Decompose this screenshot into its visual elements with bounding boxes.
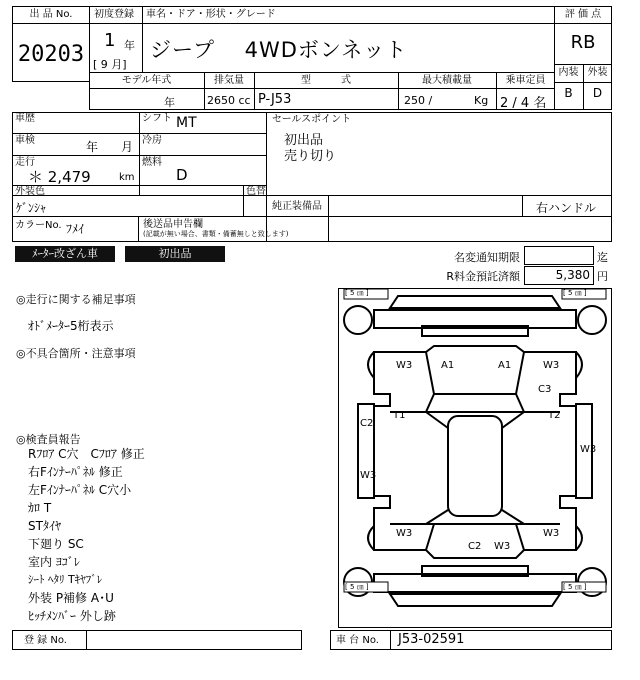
damage-mark: W3 — [543, 528, 560, 539]
genuine-label: 純正装備品 — [272, 201, 322, 212]
mileage-value: ＊ 2,479 — [28, 168, 91, 186]
max-load-label: 最大積載量 — [422, 75, 472, 86]
inspector-item: ﾋｯﾁﾒﾝﾊﾞｰ 外し跡 — [28, 609, 116, 623]
damage-mark: C2 — [360, 418, 374, 429]
grade-value: RB — [570, 32, 596, 53]
exterior-label: 外装 — [587, 67, 608, 78]
inspector-title: ◎検査員報告 — [16, 433, 81, 446]
inspector-item: 右Fｲﾝﾅｰﾊﾟﾈﾙ 修正 — [28, 465, 123, 479]
inspector-item: 室内 ﾖｺﾞﾚ — [28, 555, 80, 569]
inspection-label: 車検 — [15, 135, 35, 146]
displacement-label: 排気量 — [214, 75, 244, 86]
damage-mark: T2 — [548, 410, 561, 421]
first-listing-tag: 初出品 — [125, 246, 225, 262]
handle-value: 右ハンドル — [536, 201, 597, 215]
name-change-unit: 迄 — [597, 251, 608, 264]
meter-tampered-tag: ﾒｰﾀｰ改ざん車 — [15, 246, 115, 262]
damage-mark: A1 — [441, 360, 455, 371]
fuel-value: D — [176, 166, 188, 184]
inspector-item: ｶﾛ T — [28, 501, 52, 515]
damage-mark: C2 — [468, 541, 482, 552]
name-change-label: 名変通知期限 — [454, 251, 520, 264]
capacity: 2 / 4 名 — [500, 96, 547, 111]
first-reg-year-unit: 年 — [124, 39, 135, 52]
repaint-label: 色替 — [246, 186, 266, 197]
damage-mark: W3 — [580, 444, 597, 455]
chassis-label: 車 台 No. — [336, 635, 379, 646]
history-label: 車歴 — [15, 113, 35, 124]
running-item-1: ｵﾄﾞﾒｰﾀｰ5桁表示 — [28, 319, 114, 333]
after-label: 後送品申告欄 — [143, 219, 203, 230]
max-load-unit: Kg — [474, 94, 489, 107]
type-value: P-J53 — [258, 92, 292, 107]
reg-no-label: 登 録 No. — [24, 635, 67, 646]
recycle-amount: 5,380 — [555, 268, 590, 282]
max-load: 250 / — [404, 94, 433, 107]
fuel-label: 燃料 — [142, 157, 162, 168]
inspection-year: 年 — [86, 140, 99, 154]
shift-label: シフト — [142, 113, 172, 124]
color-no-value: ﾌﾒｲ — [66, 222, 85, 236]
mileage-unit: km — [119, 172, 135, 183]
model-year-label: モデル年式 — [121, 75, 172, 86]
damage-mark: C3 — [538, 384, 552, 395]
capacity-label: 乗車定員 — [505, 75, 546, 86]
badge-bottom-left: [ 5 ㎝ ] — [345, 583, 369, 591]
interior-grade: B — [564, 86, 573, 100]
inspector-item: ｼｰﾄ ﾍﾀﾘ Tｷﾔﾌﾞﾚ — [28, 573, 103, 586]
damage-mark: W3 — [543, 360, 560, 371]
mileage-label: 走行 — [15, 157, 35, 168]
sales-point-label: セールスポイント — [272, 114, 352, 125]
type-label: 型 式 — [301, 75, 351, 86]
grade-label: 評 価 点 — [564, 9, 602, 20]
badge-top-left: [ 5 ㎝ ] — [345, 289, 369, 297]
sales-point-2: 売り切り — [284, 149, 337, 164]
defect-title: ◎不具合箇所・注意事項 — [16, 347, 136, 360]
displacement: 2650 cc — [207, 94, 251, 107]
damage-mark: W3 — [396, 360, 413, 371]
inspector-item: 外装 P補修 A･U — [28, 591, 114, 605]
ext-color-label: 外装色 — [15, 186, 45, 197]
inspection-month: 月 — [121, 140, 134, 154]
recycle-label: R料金預託済額 — [446, 270, 520, 283]
badge-bottom-right: [ 5 ㎝ ] — [563, 583, 587, 591]
car-name-label: 車名・ドア・形状・グレード — [146, 9, 276, 20]
inspector-item: 左Fｲﾝﾅｰﾊﾟﾈﾙ C穴小 — [28, 483, 132, 497]
first-reg-month: [ 9 月] — [93, 58, 127, 71]
damage-mark: W3 — [494, 541, 511, 552]
inspector-item: STﾀｲﾔ — [28, 519, 61, 533]
running-title: ◎走行に関する補足事項 — [16, 293, 136, 306]
car-diagram — [338, 288, 612, 628]
interior-label: 内装 — [558, 67, 579, 78]
model-year-unit: 年 — [164, 96, 175, 109]
ext-color-value: ｹﾞﾝｼｬ — [16, 201, 47, 215]
car-name: ジープ 4WDボンネット — [150, 38, 408, 62]
damage-mark: W3 — [396, 528, 413, 539]
first-reg-year: 1 — [104, 30, 116, 51]
damage-mark: T1 — [393, 410, 406, 421]
recycle-unit: 円 — [597, 270, 608, 283]
after-note: (記載が無い場合、書類・備蓄無しと致します) — [143, 230, 289, 238]
chassis-number: J53-02591 — [398, 632, 465, 647]
name-change-box — [524, 246, 594, 265]
inspector-item: 下廻り SC — [28, 537, 84, 551]
shift-value: MT — [176, 115, 197, 131]
first-reg-label: 初度登録 — [94, 9, 134, 20]
damage-mark: A1 — [498, 360, 512, 371]
exterior-grade: D — [592, 86, 603, 100]
ac-label: 冷房 — [142, 135, 162, 146]
inspector-item: Rﾌﾛｱ C穴 Cﾌﾛｱ 修正 — [28, 447, 145, 461]
badge-top-right: [ 5 ㎝ ] — [563, 289, 587, 297]
lot-label: 出 品 No. — [29, 9, 73, 20]
damage-mark: W3 — [360, 470, 377, 481]
color-no-label: カラーNo. — [15, 220, 62, 231]
sales-point-1: 初出品 — [284, 133, 324, 148]
lot-number: 20203 — [17, 42, 85, 67]
